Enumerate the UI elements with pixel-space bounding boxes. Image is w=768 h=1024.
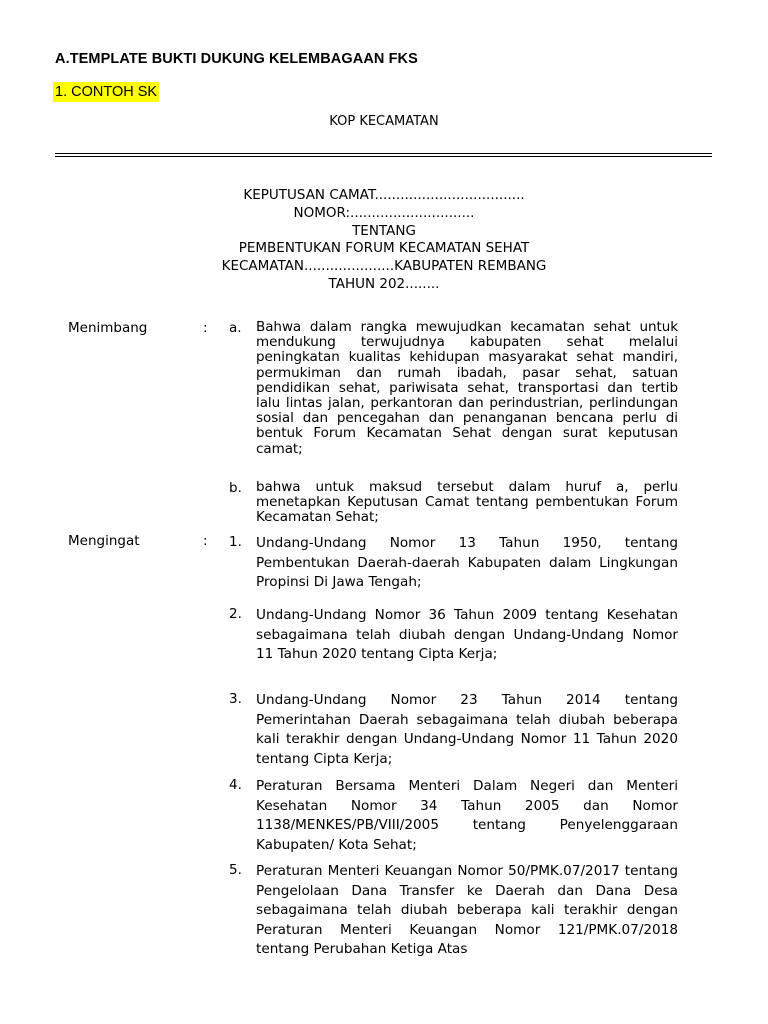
decree-about-line: TENTANG	[352, 222, 416, 239]
letterhead-rule-thick	[55, 156, 712, 157]
letterhead-placeholder: KOP KECAMATAN	[329, 114, 439, 129]
decree-subject-line: PEMBENTUKAN FORUM KECAMATAN SEHAT	[238, 240, 530, 257]
menimbang-item-text: Bahwa dalam rangka mewujudkan kecamatan sehat untuk mendukung terwujudnya kabupaten sehat melalui peningkatan kualitas kehidupan masyarakat sehat mandiri, permukiman dan rumah ibadah, pasar sehat, satuan pendidikan sehat, pariwisata sehat, transportasi dan tertib lalu lintas jalan, perkantoran dan perindustrian, perlindungan sosial dan pencegahan dan penanganan bencana perlu di bentuk Forum Kecamatan Sehat dengan surat keputusan camat;	[256, 319, 678, 457]
menimbang-colon: :	[203, 320, 208, 336]
menimbang-item-text: bahwa untuk maksud tersebut dalam huruf a, perlu menetapkan Keputusan Camat tentang pembentukan Forum Kecamatan Sehat;	[256, 479, 678, 526]
menimbang-item-marker: a.	[229, 320, 242, 336]
mengingat-item-text: Undang-Undang Nomor 23 Tahun 2014 tentang Pemerintahan Daerah sebagaimana telah diubah beberapa kali terakhir dengan Undang-Undang Nomor 11 Tahun 2020 tentang Cipta Kerja;	[256, 692, 678, 767]
document-heading: A.TEMPLATE BUKTI DUKUNG KELEMBAGAAN FKS	[55, 51, 418, 67]
mengingat-item-marker: 4.	[229, 777, 242, 793]
mengingat-label: Mengingat	[68, 533, 140, 549]
mengingat-item-text: Undang-Undang Nomor 13 Tahun 1950, tentang Pembentukan Daerah-daerah Kabupaten dalam Lingkungan Propinsi Di Jawa Tengah;	[256, 535, 678, 591]
mengingat-item-marker: 3.	[229, 691, 242, 707]
mengingat-item-marker: 1.	[229, 534, 242, 550]
mengingat-item-text: Undang-Undang Nomor 36 Tahun 2009 tentang Kesehatan sebagaimana telah diubah dengan Undang-Undang Nomor 11 Tahun 2020 tentang Cipta Kerja;	[256, 607, 678, 663]
mengingat-item-marker: 2.	[229, 606, 242, 622]
mengingat-item-text: Peraturan Menteri Keuangan Nomor 50/PMK.07/2017 tentang Pengelolaan Dana Transfer ke Daerah dan Dana Desa sebagaimana telah diubah beberapa kali terakhir dengan Peraturan Menteri Keuangan Nomor 121/PMK.07/2018 tentang Perubahan Ketiga Atas	[256, 863, 678, 958]
menimbang-item-marker: b.	[229, 480, 242, 496]
mengingat-item-marker: 5.	[229, 862, 242, 878]
decree-number-line: NOMOR:.............................	[293, 204, 475, 221]
decree-region-line: KECAMATAN.....................KABUPATEN REMBANG	[221, 258, 547, 275]
letterhead-rule-thin	[55, 153, 712, 154]
menimbang-label: Menimbang	[68, 320, 148, 336]
decree-year-line: TAHUN 202........	[328, 275, 440, 292]
decree-title-block	[0, 187, 768, 294]
mengingat-item-text: Peraturan Bersama Menteri Dalam Negeri dan Menteri Kesehatan Nomor 34 Tahun 2005 dan Nomor 1138/MENKES/PB/VIII/2005 tentang Penyelenggaraan Kabupaten/ Kota Sehat;	[256, 778, 678, 853]
highlighted-subheading: 1. CONTOH SK	[55, 84, 158, 100]
decree-title-line: KEPUTUSAN CAMAT...................................	[243, 187, 525, 203]
mengingat-colon: :	[203, 533, 208, 549]
